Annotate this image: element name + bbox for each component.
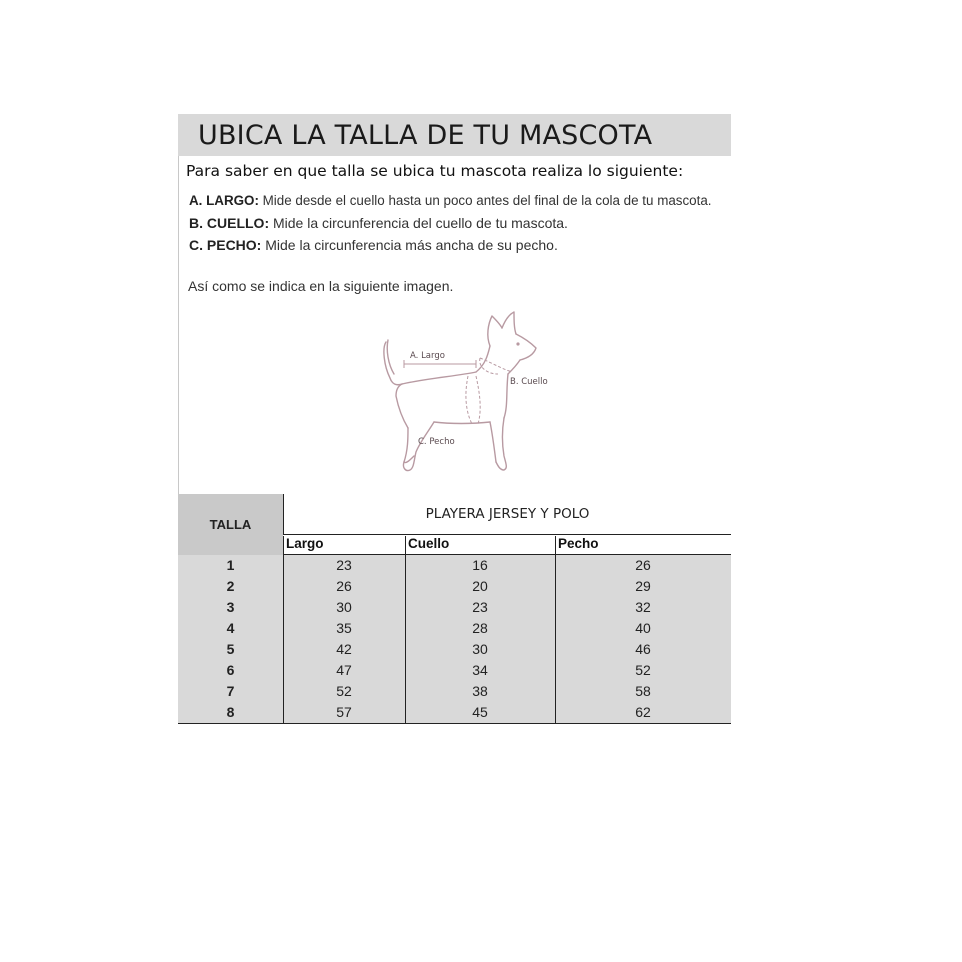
cell-largo: 23 <box>336 557 352 573</box>
table-row <box>178 702 731 723</box>
cell-pecho: 26 <box>635 557 651 573</box>
cell-largo: 52 <box>336 683 352 699</box>
cell-cuello: 34 <box>472 662 488 678</box>
cell-largo: 42 <box>336 641 352 657</box>
intro-text: Para saber en que talla se ubica tu mascota realiza lo siguiente: <box>186 162 684 180</box>
table-row <box>178 555 731 576</box>
column-header-cuello: Cuello <box>405 536 555 554</box>
group-header: PLAYERA JERSEY Y POLO <box>283 494 731 534</box>
title-bar <box>178 114 731 156</box>
table-row <box>178 681 731 702</box>
size-table <box>178 494 731 724</box>
cell-cuello: 28 <box>472 620 488 636</box>
instruction-label: C. PECHO: <box>189 237 262 253</box>
cell-largo: 57 <box>336 704 352 720</box>
cell-talla: 1 <box>226 557 235 573</box>
cell-pecho: 62 <box>635 704 651 720</box>
instruction-text: Mide la circunferencia más ancha de su pecho. <box>261 237 558 253</box>
cell-largo: 35 <box>336 620 352 636</box>
cell-pecho: 32 <box>635 599 651 615</box>
cell-pecho: 58 <box>635 683 651 699</box>
column-header-pecho: Pecho <box>555 536 731 554</box>
table-row <box>178 660 731 681</box>
cell-talla: 5 <box>226 641 235 657</box>
instruction-largo <box>189 193 712 208</box>
label-pecho: C. Pecho <box>418 437 455 447</box>
talla-header: TALLA <box>178 494 283 555</box>
table-body <box>178 555 731 724</box>
cell-cuello: 16 <box>472 557 488 573</box>
size-guide-sheet <box>178 114 731 724</box>
page-title: UBICA LA TALLA DE TU MASCOTA <box>198 120 653 151</box>
cell-cuello: 45 <box>472 704 488 720</box>
cell-pecho: 46 <box>635 641 651 657</box>
cell-talla: 8 <box>226 704 235 720</box>
cell-cuello: 38 <box>472 683 488 699</box>
cell-talla: 6 <box>226 662 235 678</box>
cell-largo: 47 <box>336 662 352 678</box>
cell-talla: 2 <box>226 578 235 594</box>
column-header-largo: Largo <box>283 536 405 554</box>
table-row <box>178 618 731 639</box>
dog-illustration <box>368 306 568 482</box>
label-largo: A. Largo <box>410 351 445 361</box>
cell-largo: 30 <box>336 599 352 615</box>
label-cuello: B. Cuello <box>510 377 548 387</box>
instruction-text: Mide desde el cuello hasta un poco antes del final de la cola de tu mascota. <box>258 193 712 208</box>
cell-talla: 4 <box>226 620 235 636</box>
instruction-label: A. LARGO: <box>189 193 259 208</box>
note-text: Así como se indica en la siguiente imagen. <box>188 278 454 294</box>
cell-cuello: 23 <box>472 599 488 615</box>
dog-measurement-diagram <box>368 306 568 482</box>
cell-cuello: 30 <box>472 641 488 657</box>
instruction-pecho <box>189 237 558 253</box>
cell-cuello: 20 <box>472 578 488 594</box>
column-headers <box>283 534 731 555</box>
cell-talla: 3 <box>226 599 235 615</box>
instruction-text: Mide la circunferencia del cuello de tu mascota. <box>269 215 568 231</box>
cell-pecho: 29 <box>635 578 651 594</box>
cell-talla: 7 <box>226 683 235 699</box>
instruction-cuello <box>189 215 568 231</box>
table-row <box>178 639 731 660</box>
dog-outline <box>384 312 536 471</box>
instruction-label: B. CUELLO: <box>189 215 270 231</box>
measurement-lines <box>404 358 512 424</box>
table-row <box>178 576 731 597</box>
cell-pecho: 40 <box>635 620 651 636</box>
left-border <box>178 156 179 494</box>
cell-pecho: 52 <box>635 662 651 678</box>
cell-largo: 26 <box>336 578 352 594</box>
table-row <box>178 597 731 618</box>
